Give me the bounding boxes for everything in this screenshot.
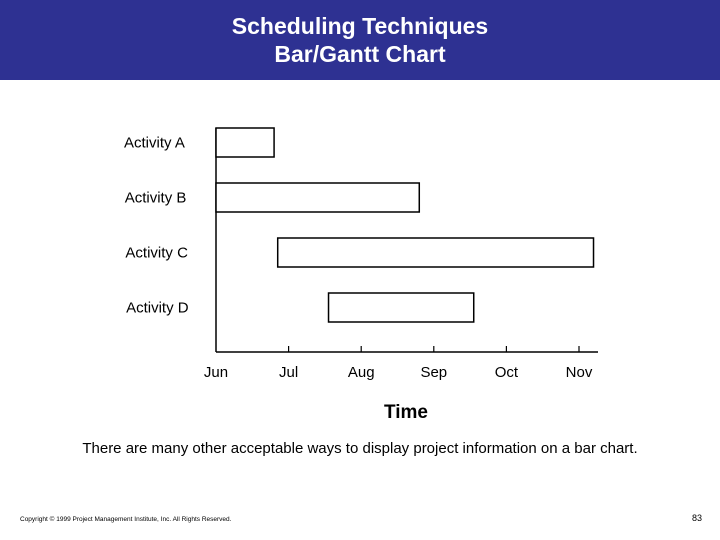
task-label: Activity A xyxy=(124,134,185,152)
x-tick-label: Jul xyxy=(279,364,299,381)
task-label: Activity D xyxy=(126,299,189,317)
page-number: 83 xyxy=(691,513,702,523)
gantt-bar xyxy=(216,183,419,212)
slide-title-line1: Scheduling Techniques xyxy=(231,13,489,39)
slide-title-line2: Bar/Gantt Chart xyxy=(274,41,446,67)
x-tick-label: Nov xyxy=(565,364,593,381)
x-axis-label: Time xyxy=(383,402,429,423)
x-tick-label: Aug xyxy=(347,364,375,381)
x-tick-label: Sep xyxy=(420,364,448,381)
gantt-bar xyxy=(216,128,274,157)
slide-caption: There are many other acceptable ways to display project information on a bar chart. xyxy=(82,440,638,457)
x-tick-label: Jun xyxy=(203,364,229,381)
gantt-bar xyxy=(278,238,594,267)
task-label: Activity B xyxy=(124,189,187,207)
task-label: Activity C xyxy=(125,244,188,262)
gantt-bar xyxy=(329,293,474,322)
copyright-text: Copyright © 1999 Project Management Institute, Inc. All Rights Reserved. xyxy=(20,516,232,523)
x-tick-label: Oct xyxy=(494,364,519,381)
